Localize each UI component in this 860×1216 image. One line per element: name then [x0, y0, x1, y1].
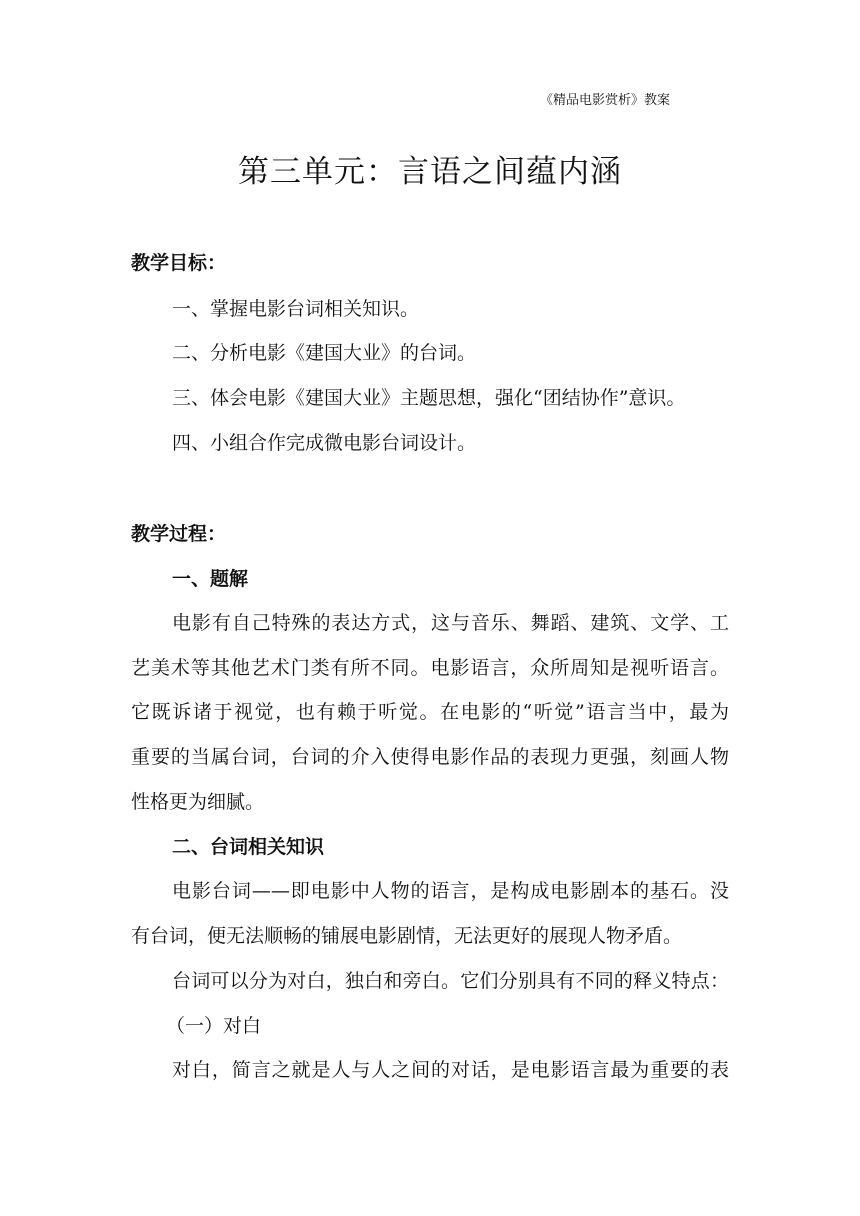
objective-item-2: 二、分析电影《建国大业》的台词。: [172, 342, 477, 364]
objective-item-3: 三、体会电影《建国大业》主题思想，强化“团结协作”意识。: [172, 387, 686, 409]
section-heading-intro: 一、题解: [172, 568, 249, 590]
paragraph-line: 电影有自己特殊的表达方式，这与音乐、舞蹈、建筑、文学、工: [172, 612, 729, 634]
process-heading: 教学过程：: [131, 523, 227, 545]
paragraph-line: 对白，简言之就是人与人之间的对话，是电影语言最为重要的表: [172, 1059, 729, 1081]
page-title: 第三单元：言语之间蕴内涵: [238, 154, 622, 190]
objective-item-4: 四、小组合作完成微电影台词设计。: [172, 432, 477, 454]
section-heading-dialogue-knowledge: 二、台词相关知识: [172, 836, 325, 858]
objectives-heading: 教学目标：: [131, 252, 227, 274]
paragraph-line: 它既诉诸于视觉，也有赖于听觉。在电影的“听觉”语言当中，最为: [131, 701, 729, 723]
paragraph-line: 艺美术等其他艺术门类有所不同。电影语言，众所周知是视听语言。: [131, 657, 729, 679]
paragraph-line: 电影台词——即电影中人物的语言，是构成电影剧本的基石。没: [172, 880, 729, 902]
paragraph-line: 有台词，便无法顺畅的铺展电影剧情，无法更好的展现人物矛盾。: [131, 925, 683, 947]
paragraph-line: 台词可以分为对白，独白和旁白。它们分别具有不同的释义特点：: [172, 970, 729, 992]
header-note: 《精品电影赏析》教案: [540, 93, 671, 108]
objective-item-1: 一、掌握电影台词相关知识。: [172, 298, 420, 320]
paragraph-line: 性格更为细腻。: [131, 791, 265, 813]
sub-heading-dialogue: （一）对白: [166, 1015, 262, 1037]
paragraph-line: 重要的当属台词，台词的介入使得电影作品的表现力更强，刻画人物: [131, 746, 729, 768]
